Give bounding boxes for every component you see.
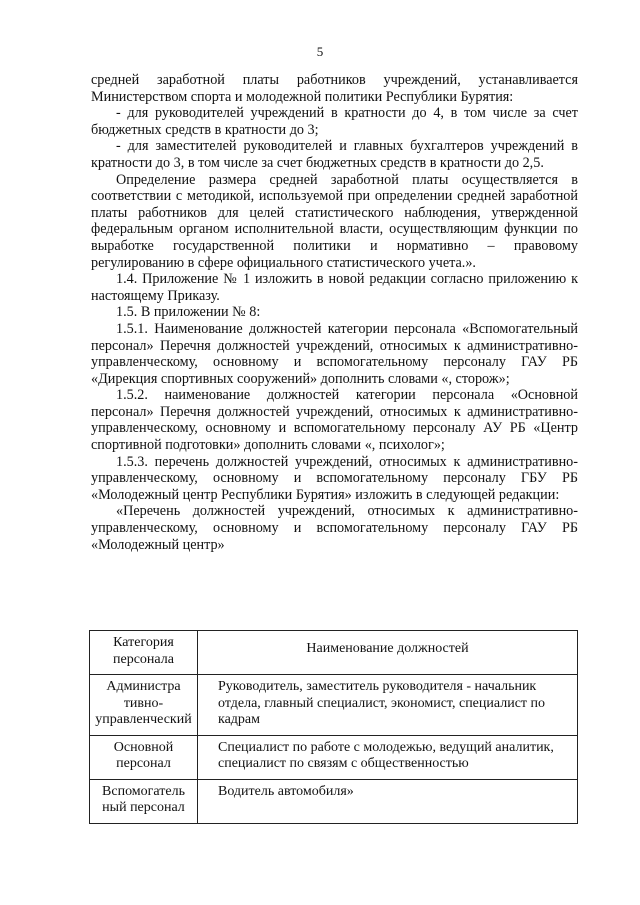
- paragraph: Определение размера средней заработной платы осуществляется в соответствии с методикой, используемой при определении средней заработной платы работников для целей статистического наблюдения, утвержденной федеральным органом исполнительной власти, осуществляющим функции по выработке государственной политики и нормативно – правовому регулированию в сфере официального статистического учета.».: [91, 171, 578, 271]
- paragraph: 1.5. В приложении № 8:: [116, 304, 261, 321]
- paragraph: - для руководителей учреждений в кратности до 4, в том числе за счет бюджетных средств в кратности до 3;: [91, 105, 578, 138]
- paragraph: 1.5.2. наименование должностей категории персонала «Основной персонал» Перечня должностей учреждений, относимых к административно-управленческому, основному и вспомогательному персоналу АУ РБ «Центр спортивной подготовки» дополнить словами «, психолог»;: [91, 387, 578, 454]
- table-cell-positions: Специалист по работе с молодежью, ведущий аналитик, специалист по связям с общественностью: [198, 735, 578, 779]
- paragraph: 1.5.1. Наименование должностей категории персонала «Вспомогательный персонал» Перечня должностей учреждений, относимых к административно-управленческому, основному и вспомогательному персоналу ГАУ РБ «Дирекция спортивных сооружений» дополнить словами «, сторож»;: [91, 320, 578, 387]
- table-cell-positions: Руководитель, заместитель руководителя - начальник отдела, главный специалист, экономист, специалист по кадрам: [198, 675, 578, 736]
- paragraph: средней заработной платы работников учреждений, устанавливается Министерством спорта и молодежной политики Республики Бурятия:: [91, 72, 578, 105]
- page-number: 5: [316, 44, 324, 59]
- table-row: [90, 735, 578, 779]
- table-row: [90, 779, 578, 823]
- paragraph: 1.4. Приложение № 1 изложить в новой редакции согласно приложению к настоящему Приказу.: [91, 271, 578, 304]
- table-header-cell: Наименование должностей: [198, 631, 578, 675]
- paragraph: - для заместителей руководителей и главных бухгалтеров учреждений в кратности до 3, в том числе за счет бюджетных средств в кратности до 2,5.: [91, 138, 578, 171]
- table-cell-category: Основной персонал: [90, 735, 198, 779]
- table-cell-positions: Водитель автомобиля»: [198, 779, 578, 823]
- table-header-cell: Категория персонала: [90, 631, 198, 675]
- paragraph: «Перечень должностей учреждений, относимых к административно-управленческому, основному и вспомогательному персоналу ГАУ РБ «Молодежный центр»: [91, 503, 578, 553]
- positions-table: [89, 630, 578, 824]
- table-header-row: [90, 631, 578, 675]
- table-cell-category: Администра тивно-управленческий: [90, 675, 198, 736]
- paragraph: 1.5.3. перечень должностей учреждений, относимых к административно-управленческому, основному и вспомогательному персоналу ГБУ РБ «Молодежный центр Республики Бурятия» изложить в следующей редакции:: [91, 453, 578, 503]
- document-body: [91, 72, 578, 553]
- table-row: [90, 675, 578, 736]
- table-cell-category: Вспомогатель ный персонал: [90, 779, 198, 823]
